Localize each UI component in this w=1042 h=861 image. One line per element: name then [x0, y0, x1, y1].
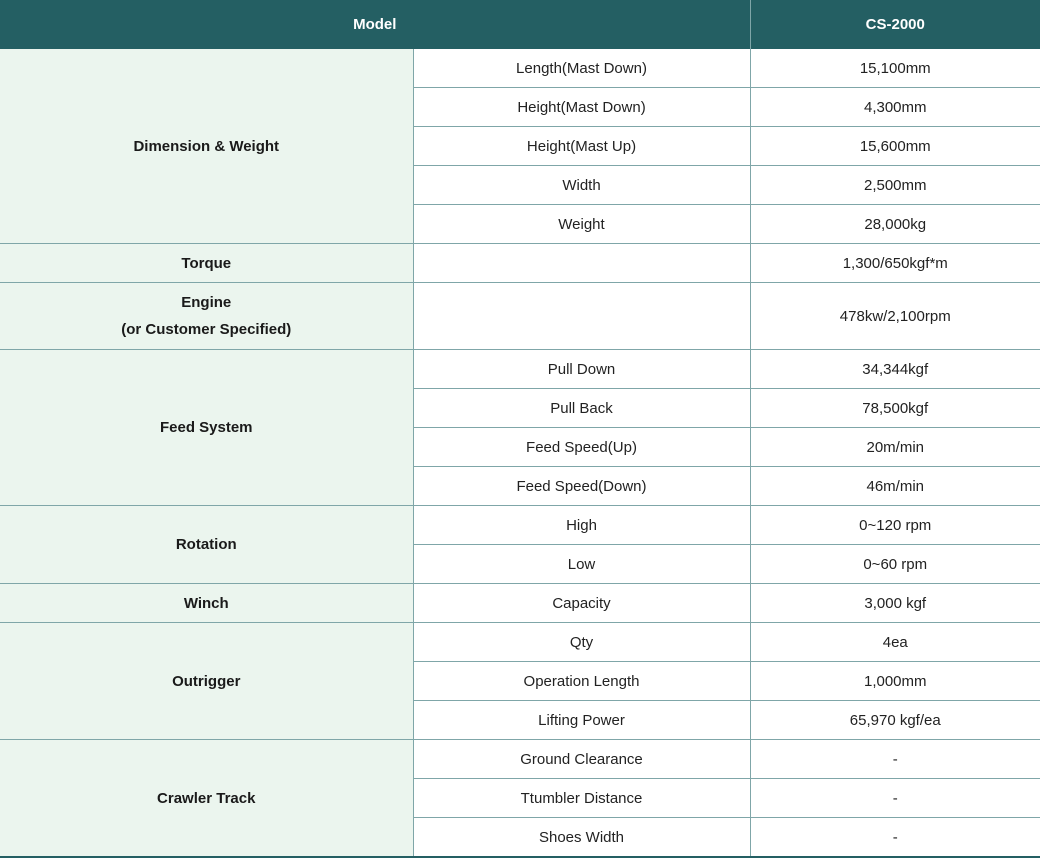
engine-title: Engine [181, 294, 232, 311]
spec-label: Qty [413, 623, 750, 662]
engine-subtitle: (or Customer Specified) [121, 321, 292, 338]
spec-value: 0~60 rpm [750, 545, 1040, 584]
spec-value: - [750, 818, 1040, 858]
category-rotation: Rotation [0, 506, 413, 584]
category-engine [0, 283, 413, 350]
spec-value: 1,300/650kgf*m [750, 244, 1040, 283]
table-row [0, 506, 1040, 545]
spec-value: 0~120 rpm [750, 506, 1040, 545]
spec-value: - [750, 779, 1040, 818]
category-outrigger: Outrigger [0, 623, 413, 740]
spec-label: Operation Length [413, 662, 750, 701]
category-crawler-track: Crawler Track [0, 740, 413, 858]
table-row [0, 283, 1040, 350]
spec-label: Lifting Power [413, 701, 750, 740]
spec-value: 15,100mm [750, 49, 1040, 88]
spec-label: Length(Mast Down) [413, 49, 750, 88]
spec-label: High [413, 506, 750, 545]
category-feed-system: Feed System [0, 350, 413, 506]
table-row [0, 740, 1040, 779]
spec-value: 15,600mm [750, 127, 1040, 166]
spec-label: Width [413, 166, 750, 205]
spec-label: Capacity [413, 584, 750, 623]
category-winch: Winch [0, 584, 413, 623]
table-row [0, 584, 1040, 623]
spec-label: Height(Mast Down) [413, 88, 750, 127]
spec-value: 4ea [750, 623, 1040, 662]
model-value-header: CS-2000 [750, 0, 1040, 49]
spec-label [413, 283, 750, 350]
spec-label: Weight [413, 205, 750, 244]
spec-label: Shoes Width [413, 818, 750, 858]
spec-value: 20m/min [750, 428, 1040, 467]
table-row [0, 350, 1040, 389]
spec-label: Pull Down [413, 350, 750, 389]
spec-label: Height(Mast Up) [413, 127, 750, 166]
spec-value: 65,970 kgf/ea [750, 701, 1040, 740]
spec-label: Ttumbler Distance [413, 779, 750, 818]
spec-value: - [750, 740, 1040, 779]
table-row [0, 244, 1040, 283]
table-row [0, 49, 1040, 88]
spec-value: 2,500mm [750, 166, 1040, 205]
spec-label: Pull Back [413, 389, 750, 428]
spec-value: 34,344kgf [750, 350, 1040, 389]
spec-value: 46m/min [750, 467, 1040, 506]
spec-label: Ground Clearance [413, 740, 750, 779]
spec-value: 4,300mm [750, 88, 1040, 127]
spec-value: 3,000 kgf [750, 584, 1040, 623]
spec-label: Feed Speed(Down) [413, 467, 750, 506]
spec-label: Low [413, 545, 750, 584]
spec-label: Feed Speed(Up) [413, 428, 750, 467]
category-torque: Torque [0, 244, 413, 283]
spec-label [413, 244, 750, 283]
header-row [0, 0, 1040, 49]
model-header: Model [0, 0, 750, 49]
spec-value: 1,000mm [750, 662, 1040, 701]
spec-value: 28,000kg [750, 205, 1040, 244]
table-row [0, 623, 1040, 662]
category-dimension-weight: Dimension & Weight [0, 49, 413, 244]
spec-value: 78,500kgf [750, 389, 1040, 428]
spec-value: 478kw/2,100rpm [750, 283, 1040, 350]
